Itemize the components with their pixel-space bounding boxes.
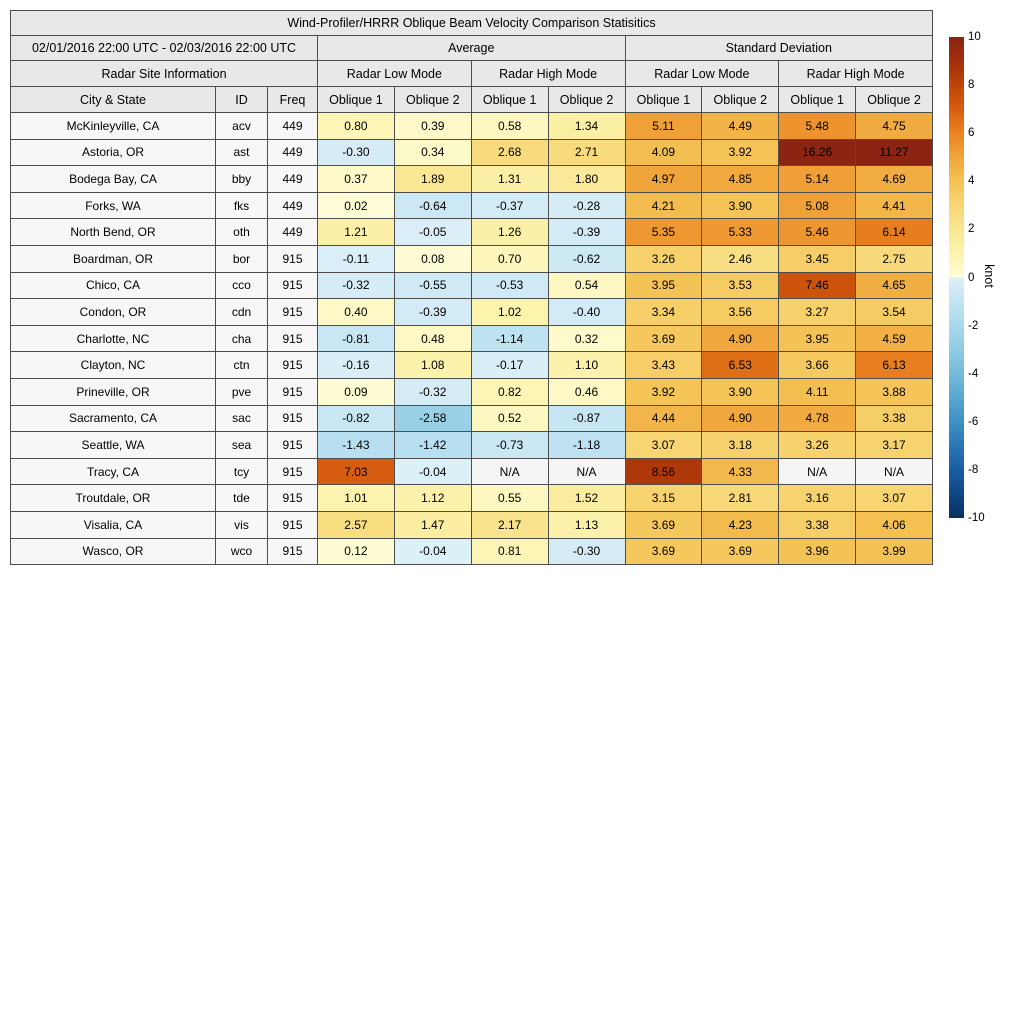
value-cell: N/A <box>856 458 933 485</box>
freq-cell: 915 <box>268 485 318 512</box>
value-cell: 5.48 <box>779 113 856 140</box>
value-cell: 3.90 <box>702 192 779 219</box>
value-cell: -1.43 <box>318 432 395 459</box>
value-cell: 3.38 <box>779 511 856 538</box>
col-oblique: Oblique 1 <box>779 87 856 113</box>
value-cell: 4.69 <box>856 166 933 193</box>
value-cell: 4.97 <box>625 166 702 193</box>
city-cell: McKinleyville, CA <box>11 113 216 140</box>
value-cell: 0.54 <box>548 272 625 299</box>
table-row <box>11 485 933 512</box>
value-cell: 0.81 <box>471 538 548 565</box>
value-cell: 3.53 <box>702 272 779 299</box>
value-cell: -0.62 <box>548 245 625 272</box>
id-cell: cha <box>216 325 268 352</box>
value-cell: 1.13 <box>548 511 625 538</box>
value-cell: -0.17 <box>471 352 548 379</box>
table-row <box>11 299 933 326</box>
value-cell: 3.99 <box>856 538 933 565</box>
value-cell: -1.18 <box>548 432 625 459</box>
value-cell: 4.90 <box>702 405 779 432</box>
value-cell: 4.33 <box>702 458 779 485</box>
value-cell: 1.89 <box>394 166 471 193</box>
value-cell: 4.59 <box>856 325 933 352</box>
table-row <box>11 272 933 299</box>
value-cell: 4.41 <box>856 192 933 219</box>
value-cell: 0.32 <box>548 325 625 352</box>
table-title: Wind-Profiler/HRRR Oblique Beam Velocity Comparison Statisitics <box>11 11 933 36</box>
value-cell: 3.45 <box>779 245 856 272</box>
value-cell: 3.56 <box>702 299 779 326</box>
freq-cell: 449 <box>268 219 318 246</box>
value-cell: 4.21 <box>625 192 702 219</box>
id-cell: tde <box>216 485 268 512</box>
table-row <box>11 432 933 459</box>
value-cell: 3.17 <box>856 432 933 459</box>
freq-cell: 915 <box>268 458 318 485</box>
value-cell: -0.04 <box>394 458 471 485</box>
value-cell: -0.30 <box>318 139 395 166</box>
value-cell: 3.27 <box>779 299 856 326</box>
value-cell: -1.14 <box>471 325 548 352</box>
freq-cell: 915 <box>268 325 318 352</box>
id-cell: sea <box>216 432 268 459</box>
avg-low-mode-label: Radar Low Mode <box>318 61 472 87</box>
col-oblique: Oblique 1 <box>318 87 395 113</box>
colorbar-tick-label: 2 <box>968 223 975 236</box>
freq-cell: 449 <box>268 192 318 219</box>
value-cell: 1.01 <box>318 485 395 512</box>
value-cell: -0.28 <box>548 192 625 219</box>
value-cell: 2.57 <box>318 511 395 538</box>
value-cell: -0.82 <box>318 405 395 432</box>
value-cell: 3.18 <box>702 432 779 459</box>
table-row <box>11 139 933 166</box>
table-row <box>11 458 933 485</box>
col-oblique: Oblique 2 <box>856 87 933 113</box>
freq-cell: 915 <box>268 272 318 299</box>
value-cell: -0.39 <box>394 299 471 326</box>
id-cell: fks <box>216 192 268 219</box>
value-cell: 2.75 <box>856 245 933 272</box>
value-cell: 3.16 <box>779 485 856 512</box>
value-cell: 3.69 <box>625 325 702 352</box>
freq-cell: 915 <box>268 299 318 326</box>
value-cell: 4.09 <box>625 139 702 166</box>
value-cell: 3.88 <box>856 378 933 405</box>
value-cell: N/A <box>548 458 625 485</box>
id-cell: ctn <box>216 352 268 379</box>
id-cell: wco <box>216 538 268 565</box>
freq-cell: 449 <box>268 139 318 166</box>
value-cell: 7.03 <box>318 458 395 485</box>
city-cell: Tracy, CA <box>11 458 216 485</box>
value-cell: -0.16 <box>318 352 395 379</box>
value-cell: N/A <box>471 458 548 485</box>
value-cell: 0.02 <box>318 192 395 219</box>
colorbar-unit-label: knot <box>982 264 996 288</box>
stats-table <box>10 10 933 565</box>
value-cell: 4.44 <box>625 405 702 432</box>
colorbar-tick-label: -10 <box>968 512 985 524</box>
col-id: ID <box>216 87 268 113</box>
freq-cell: 915 <box>268 405 318 432</box>
value-cell: 0.34 <box>394 139 471 166</box>
group-stddev-label: Standard Deviation <box>625 36 933 61</box>
id-cell: acv <box>216 113 268 140</box>
value-cell: 3.69 <box>625 511 702 538</box>
freq-cell: 915 <box>268 378 318 405</box>
col-oblique: Oblique 1 <box>471 87 548 113</box>
avg-high-mode-label: Radar High Mode <box>471 61 625 87</box>
value-cell: 5.33 <box>702 219 779 246</box>
value-cell: 3.26 <box>779 432 856 459</box>
value-cell: 2.17 <box>471 511 548 538</box>
freq-cell: 449 <box>268 113 318 140</box>
colorbar-tick-label: -2 <box>968 319 979 332</box>
value-cell: 4.75 <box>856 113 933 140</box>
city-cell: Prineville, OR <box>11 378 216 405</box>
table-row <box>11 511 933 538</box>
city-cell: Seattle, WA <box>11 432 216 459</box>
value-cell: -0.64 <box>394 192 471 219</box>
city-cell: Sacramento, CA <box>11 405 216 432</box>
std-high-mode-label: Radar High Mode <box>779 61 933 87</box>
city-cell: Clayton, NC <box>11 352 216 379</box>
city-cell: Bodega Bay, CA <box>11 166 216 193</box>
value-cell: 1.10 <box>548 352 625 379</box>
value-cell: 3.92 <box>702 139 779 166</box>
value-cell: 6.53 <box>702 352 779 379</box>
value-cell: 5.08 <box>779 192 856 219</box>
value-cell: 3.26 <box>625 245 702 272</box>
value-cell: 0.12 <box>318 538 395 565</box>
value-cell: -0.11 <box>318 245 395 272</box>
value-cell: 1.21 <box>318 219 395 246</box>
table-row <box>11 538 933 565</box>
id-cell: cco <box>216 272 268 299</box>
value-cell: 6.14 <box>856 219 933 246</box>
table-row <box>11 405 933 432</box>
value-cell: -0.05 <box>394 219 471 246</box>
value-cell: 4.23 <box>702 511 779 538</box>
table-row <box>11 166 933 193</box>
value-cell: 3.92 <box>625 378 702 405</box>
value-cell: 5.14 <box>779 166 856 193</box>
value-cell: 5.35 <box>625 219 702 246</box>
value-cell: -0.53 <box>471 272 548 299</box>
value-cell: -0.04 <box>394 538 471 565</box>
city-cell: Troutdale, OR <box>11 485 216 512</box>
value-cell: 16.26 <box>779 139 856 166</box>
table-row <box>11 219 933 246</box>
date-range-label: 02/01/2016 22:00 UTC - 02/03/2016 22:00 UTC <box>11 36 318 61</box>
value-cell: 1.02 <box>471 299 548 326</box>
value-cell: 3.07 <box>625 432 702 459</box>
colorbar-tick-label: 0 <box>968 271 975 284</box>
value-cell: 1.80 <box>548 166 625 193</box>
value-cell: 0.46 <box>548 378 625 405</box>
colorbar-tick-label: -8 <box>968 463 979 476</box>
value-cell: 2.46 <box>702 245 779 272</box>
value-cell: 3.69 <box>702 538 779 565</box>
value-cell: 0.08 <box>394 245 471 272</box>
value-cell: 0.55 <box>471 485 548 512</box>
value-cell: 5.46 <box>779 219 856 246</box>
group-average-label: Average <box>318 36 626 61</box>
value-cell: -0.40 <box>548 299 625 326</box>
value-cell: -0.55 <box>394 272 471 299</box>
city-cell: North Bend, OR <box>11 219 216 246</box>
mode-header-row <box>11 61 933 87</box>
value-cell: 0.37 <box>318 166 395 193</box>
value-cell: -0.73 <box>471 432 548 459</box>
col-city-state: City & State <box>11 87 216 113</box>
col-oblique: Oblique 2 <box>548 87 625 113</box>
value-cell: 3.90 <box>702 378 779 405</box>
value-cell: 1.08 <box>394 352 471 379</box>
value-cell: 4.06 <box>856 511 933 538</box>
city-cell: Visalia, CA <box>11 511 216 538</box>
city-cell: Forks, WA <box>11 192 216 219</box>
value-cell: 0.39 <box>394 113 471 140</box>
value-cell: 3.15 <box>625 485 702 512</box>
freq-cell: 915 <box>268 511 318 538</box>
city-cell: Wasco, OR <box>11 538 216 565</box>
column-header-row <box>11 87 933 113</box>
table-row <box>11 325 933 352</box>
value-cell: 2.71 <box>548 139 625 166</box>
value-cell: -0.37 <box>471 192 548 219</box>
value-cell: 0.80 <box>318 113 395 140</box>
col-oblique: Oblique 2 <box>702 87 779 113</box>
id-cell: tcy <box>216 458 268 485</box>
city-cell: Boardman, OR <box>11 245 216 272</box>
value-cell: 3.95 <box>779 325 856 352</box>
value-cell: 3.96 <box>779 538 856 565</box>
city-cell: Condon, OR <box>11 299 216 326</box>
value-cell: 1.26 <box>471 219 548 246</box>
id-cell: oth <box>216 219 268 246</box>
value-cell: 5.11 <box>625 113 702 140</box>
value-cell: 11.27 <box>856 139 933 166</box>
col-oblique: Oblique 1 <box>625 87 702 113</box>
value-cell: 4.65 <box>856 272 933 299</box>
city-cell: Chico, CA <box>11 272 216 299</box>
colorbar-tick-label: -6 <box>968 415 979 428</box>
value-cell: 4.90 <box>702 325 779 352</box>
value-cell: -0.30 <box>548 538 625 565</box>
value-cell: 3.34 <box>625 299 702 326</box>
col-freq: Freq <box>268 87 318 113</box>
city-cell: Charlotte, NC <box>11 325 216 352</box>
freq-cell: 915 <box>268 352 318 379</box>
id-cell: bby <box>216 166 268 193</box>
value-cell: -0.32 <box>318 272 395 299</box>
value-cell: 6.13 <box>856 352 933 379</box>
id-cell: ast <box>216 139 268 166</box>
value-cell: -2.58 <box>394 405 471 432</box>
value-cell: -0.39 <box>548 219 625 246</box>
id-cell: sac <box>216 405 268 432</box>
colorbar-tick-label: 4 <box>968 175 975 188</box>
value-cell: 0.52 <box>471 405 548 432</box>
value-cell: 8.56 <box>625 458 702 485</box>
colorbar-tick-label: 8 <box>968 79 975 92</box>
freq-cell: 915 <box>268 538 318 565</box>
colorbar <box>949 31 985 524</box>
value-cell: -0.87 <box>548 405 625 432</box>
table-row <box>11 192 933 219</box>
table-row <box>11 352 933 379</box>
value-cell: N/A <box>779 458 856 485</box>
value-cell: 0.58 <box>471 113 548 140</box>
value-cell: 3.69 <box>625 538 702 565</box>
value-cell: 0.40 <box>318 299 395 326</box>
value-cell: 0.09 <box>318 378 395 405</box>
id-cell: cdn <box>216 299 268 326</box>
group-header-row <box>11 36 933 61</box>
col-oblique: Oblique 2 <box>394 87 471 113</box>
value-cell: 3.66 <box>779 352 856 379</box>
table-row <box>11 378 933 405</box>
table-row <box>11 245 933 272</box>
freq-cell: 449 <box>268 166 318 193</box>
colorbar-tick-label: -4 <box>968 367 979 380</box>
value-cell: 3.07 <box>856 485 933 512</box>
std-low-mode-label: Radar Low Mode <box>625 61 779 87</box>
value-cell: -0.32 <box>394 378 471 405</box>
city-cell: Astoria, OR <box>11 139 216 166</box>
freq-cell: 915 <box>268 245 318 272</box>
id-cell: vis <box>216 511 268 538</box>
value-cell: 4.49 <box>702 113 779 140</box>
colorbar-ticks <box>949 31 985 524</box>
value-cell: 4.11 <box>779 378 856 405</box>
value-cell: 3.95 <box>625 272 702 299</box>
colorbar-tick-label: 10 <box>968 31 981 43</box>
colorbar-tick-label: 6 <box>968 127 975 140</box>
value-cell: 1.52 <box>548 485 625 512</box>
title-row <box>11 11 933 36</box>
id-cell: bor <box>216 245 268 272</box>
value-cell: 1.34 <box>548 113 625 140</box>
site-info-label: Radar Site Information <box>11 61 318 87</box>
value-cell: 0.70 <box>471 245 548 272</box>
value-cell: -1.42 <box>394 432 471 459</box>
id-cell: pve <box>216 378 268 405</box>
value-cell: 3.38 <box>856 405 933 432</box>
value-cell: 1.31 <box>471 166 548 193</box>
value-cell: 1.12 <box>394 485 471 512</box>
value-cell: -0.81 <box>318 325 395 352</box>
value-cell: 2.81 <box>702 485 779 512</box>
value-cell: 4.78 <box>779 405 856 432</box>
table-row <box>11 113 933 140</box>
value-cell: 0.82 <box>471 378 548 405</box>
value-cell: 1.47 <box>394 511 471 538</box>
value-cell: 7.46 <box>779 272 856 299</box>
value-cell: 2.68 <box>471 139 548 166</box>
value-cell: 3.54 <box>856 299 933 326</box>
value-cell: 4.85 <box>702 166 779 193</box>
freq-cell: 915 <box>268 432 318 459</box>
value-cell: 0.48 <box>394 325 471 352</box>
value-cell: 3.43 <box>625 352 702 379</box>
